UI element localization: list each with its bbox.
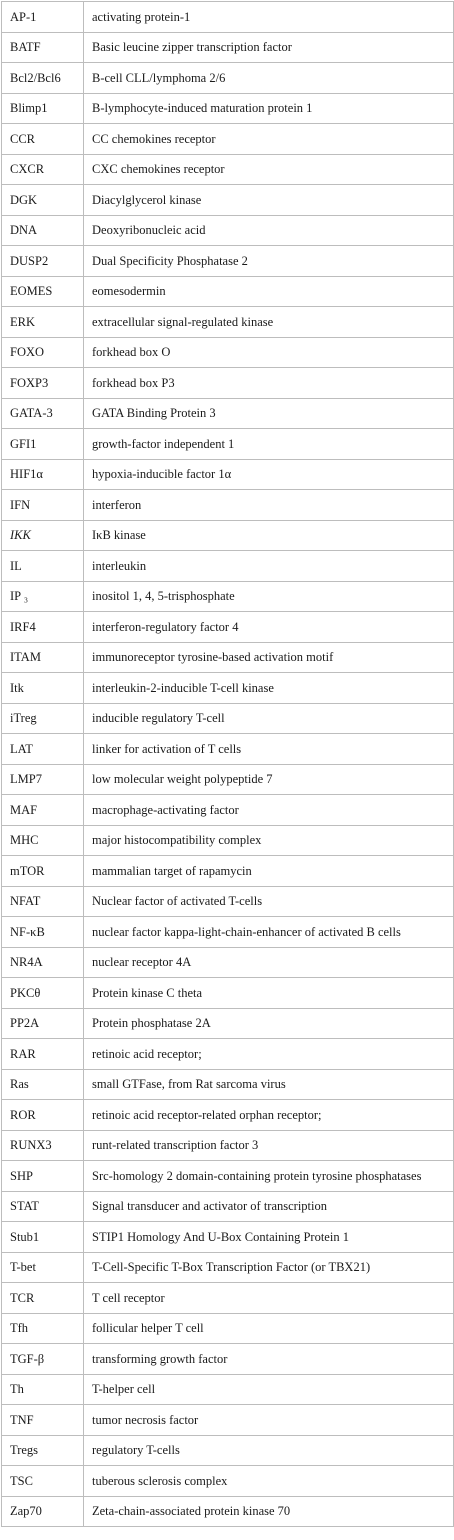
definition-cell: nuclear receptor 4A (84, 947, 454, 978)
definition-cell: T-Cell-Specific T-Box Transcription Factor (or TBX21) (84, 1252, 454, 1283)
table-row (2, 612, 454, 643)
table-row (2, 917, 454, 948)
table-row (2, 93, 454, 124)
table-row (2, 63, 454, 94)
table-row (2, 276, 454, 307)
abbreviation-cell: ROR (2, 1100, 84, 1131)
definition-cell: Src-homology 2 domain-containing protein tyrosine phosphatases (84, 1161, 454, 1192)
abbreviation-cell: Itk (2, 673, 84, 704)
definition-cell: B-cell CLL/lymphoma 2/6 (84, 63, 454, 94)
abbreviation-cell: TGF-β (2, 1344, 84, 1375)
definition-cell: Protein phosphatase 2A (84, 1008, 454, 1039)
abbreviation-cell: NFAT (2, 886, 84, 917)
definition-cell: inducible regulatory T-cell (84, 703, 454, 734)
abbreviation-cell: ERK (2, 307, 84, 338)
table-row (2, 1008, 454, 1039)
abbreviation-cell: SHP (2, 1161, 84, 1192)
abbreviation-cell: Ras (2, 1069, 84, 1100)
abbreviation-cell: IFN (2, 490, 84, 521)
table-row (2, 1100, 454, 1131)
abbreviation-cell: CXCR (2, 154, 84, 185)
abbreviation-cell: IKK (2, 520, 84, 551)
table-row (2, 1191, 454, 1222)
definition-cell: linker for activation of T cells (84, 734, 454, 765)
abbreviation-cell: TCR (2, 1283, 84, 1314)
table-row (2, 856, 454, 887)
table-row (2, 185, 454, 216)
abbreviation-cell: GFI1 (2, 429, 84, 460)
table-row (2, 642, 454, 673)
definition-cell: T-helper cell (84, 1374, 454, 1405)
abbreviation-cell: NR4A (2, 947, 84, 978)
definition-cell: interleukin-2-inducible T-cell kinase (84, 673, 454, 704)
table-row (2, 947, 454, 978)
definition-cell: T cell receptor (84, 1283, 454, 1314)
table-row (2, 1435, 454, 1466)
definition-cell: Zeta-chain-associated protein kinase 70 (84, 1496, 454, 1527)
definition-cell: tuberous sclerosis complex (84, 1466, 454, 1497)
table-row (2, 1069, 454, 1100)
abbreviation-cell: LAT (2, 734, 84, 765)
definition-cell: retinoic acid receptor-related orphan receptor; (84, 1100, 454, 1131)
definition-cell: extracellular signal-regulated kinase (84, 307, 454, 338)
table-row (2, 32, 454, 63)
table-row (2, 398, 454, 429)
definition-cell: Deoxyribonucleic acid (84, 215, 454, 246)
abbreviation-cell: AP-1 (2, 2, 84, 33)
definition-cell: interleukin (84, 551, 454, 582)
abbreviation-cell: Tregs (2, 1435, 84, 1466)
abbreviation-cell: STAT (2, 1191, 84, 1222)
table-row (2, 154, 454, 185)
table-row (2, 978, 454, 1009)
table-row (2, 673, 454, 704)
abbreviation-cell: IP ₃ (2, 581, 84, 612)
abbreviation-cell: EOMES (2, 276, 84, 307)
definition-cell: Dual Specificity Phosphatase 2 (84, 246, 454, 277)
abbreviation-cell: BATF (2, 32, 84, 63)
table-row (2, 764, 454, 795)
table-row (2, 124, 454, 155)
abbreviation-cell: RUNX3 (2, 1130, 84, 1161)
abbreviation-cell: Blimp1 (2, 93, 84, 124)
definition-cell: activating protein-1 (84, 2, 454, 33)
table-row (2, 886, 454, 917)
table-row (2, 429, 454, 460)
definition-cell: retinoic acid receptor; (84, 1039, 454, 1070)
table-row (2, 1130, 454, 1161)
table-row (2, 490, 454, 521)
table-row (2, 1496, 454, 1527)
abbreviation-cell: PKCθ (2, 978, 84, 1009)
abbreviation-cell: ITAM (2, 642, 84, 673)
abbreviation-cell: iTreg (2, 703, 84, 734)
abbreviation-cell: Zap70 (2, 1496, 84, 1527)
definition-cell: Signal transducer and activator of transcription (84, 1191, 454, 1222)
table-row (2, 1283, 454, 1314)
definition-cell: follicular helper T cell (84, 1313, 454, 1344)
definition-cell: STIP1 Homology And U-Box Containing Protein 1 (84, 1222, 454, 1253)
definition-cell: Basic leucine zipper transcription factor (84, 32, 454, 63)
table-row (2, 307, 454, 338)
abbreviation-cell: MHC (2, 825, 84, 856)
table-row (2, 1344, 454, 1375)
abbreviation-cell: TNF (2, 1405, 84, 1436)
abbreviation-cell: RAR (2, 1039, 84, 1070)
definition-cell: inositol 1, 4, 5-trisphosphate (84, 581, 454, 612)
definition-cell: major histocompatibility complex (84, 825, 454, 856)
table-row (2, 337, 454, 368)
abbreviation-cell: DNA (2, 215, 84, 246)
abbreviation-cell: Tfh (2, 1313, 84, 1344)
table-row (2, 795, 454, 826)
definition-cell: interferon-regulatory factor 4 (84, 612, 454, 643)
definition-cell: tumor necrosis factor (84, 1405, 454, 1436)
table-row (2, 1466, 454, 1497)
definition-cell: transforming growth factor (84, 1344, 454, 1375)
abbreviation-cell: LMP7 (2, 764, 84, 795)
definition-cell: B-lymphocyte-induced maturation protein 1 (84, 93, 454, 124)
definition-cell: CXC chemokines receptor (84, 154, 454, 185)
abbreviation-cell: Th (2, 1374, 84, 1405)
abbreviation-cell: DGK (2, 185, 84, 216)
abbreviation-cell: IRF4 (2, 612, 84, 643)
definition-cell: growth-factor independent 1 (84, 429, 454, 460)
definition-cell: Protein kinase C theta (84, 978, 454, 1009)
table-row (2, 825, 454, 856)
definition-cell: hypoxia-inducible factor 1α (84, 459, 454, 490)
table-row (2, 368, 454, 399)
table-row (2, 1161, 454, 1192)
definition-cell: runt-related transcription factor 3 (84, 1130, 454, 1161)
definition-cell: nuclear factor kappa-light-chain-enhancer of activated B cells (84, 917, 454, 948)
table-row (2, 551, 454, 582)
table-row (2, 1405, 454, 1436)
definition-cell: regulatory T-cells (84, 1435, 454, 1466)
table-row (2, 1222, 454, 1253)
abbreviation-cell: mTOR (2, 856, 84, 887)
definition-cell: forkhead box P3 (84, 368, 454, 399)
abbreviation-cell: CCR (2, 124, 84, 155)
table-row (2, 581, 454, 612)
table-row (2, 1313, 454, 1344)
abbreviation-cell: PP2A (2, 1008, 84, 1039)
abbreviations-table-body (2, 2, 454, 1527)
definition-cell: Nuclear factor of activated T-cells (84, 886, 454, 917)
abbreviation-cell: IL (2, 551, 84, 582)
definition-cell: immunoreceptor tyrosine-based activation motif (84, 642, 454, 673)
table-row (2, 2, 454, 33)
table-row (2, 246, 454, 277)
abbreviations-table (1, 1, 454, 1527)
table-row (2, 703, 454, 734)
definition-cell: Diacylglycerol kinase (84, 185, 454, 216)
abbreviation-cell: TSC (2, 1466, 84, 1497)
definition-cell: interferon (84, 490, 454, 521)
table-row (2, 1252, 454, 1283)
table-row (2, 459, 454, 490)
table-row (2, 215, 454, 246)
table-row (2, 1374, 454, 1405)
definition-cell: mammalian target of rapamycin (84, 856, 454, 887)
definition-cell: IκB kinase (84, 520, 454, 551)
table-row (2, 520, 454, 551)
definition-cell: small GTFase, from Rat sarcoma virus (84, 1069, 454, 1100)
table-row (2, 1039, 454, 1070)
definition-cell: eomesodermin (84, 276, 454, 307)
definition-cell: CC chemokines receptor (84, 124, 454, 155)
abbreviation-cell: GATA-3 (2, 398, 84, 429)
definition-cell: GATA Binding Protein 3 (84, 398, 454, 429)
abbreviation-cell: MAF (2, 795, 84, 826)
abbreviation-cell: T-bet (2, 1252, 84, 1283)
abbreviation-cell: FOXP3 (2, 368, 84, 399)
definition-cell: forkhead box O (84, 337, 454, 368)
abbreviation-cell: NF-κB (2, 917, 84, 948)
definition-cell: low molecular weight polypeptide 7 (84, 764, 454, 795)
abbreviation-cell: FOXO (2, 337, 84, 368)
definition-cell: macrophage-activating factor (84, 795, 454, 826)
abbreviation-cell: Stub1 (2, 1222, 84, 1253)
abbreviation-cell: Bcl2/Bcl6 (2, 63, 84, 94)
abbreviation-cell: HIF1α (2, 459, 84, 490)
table-row (2, 734, 454, 765)
abbreviation-cell: DUSP2 (2, 246, 84, 277)
